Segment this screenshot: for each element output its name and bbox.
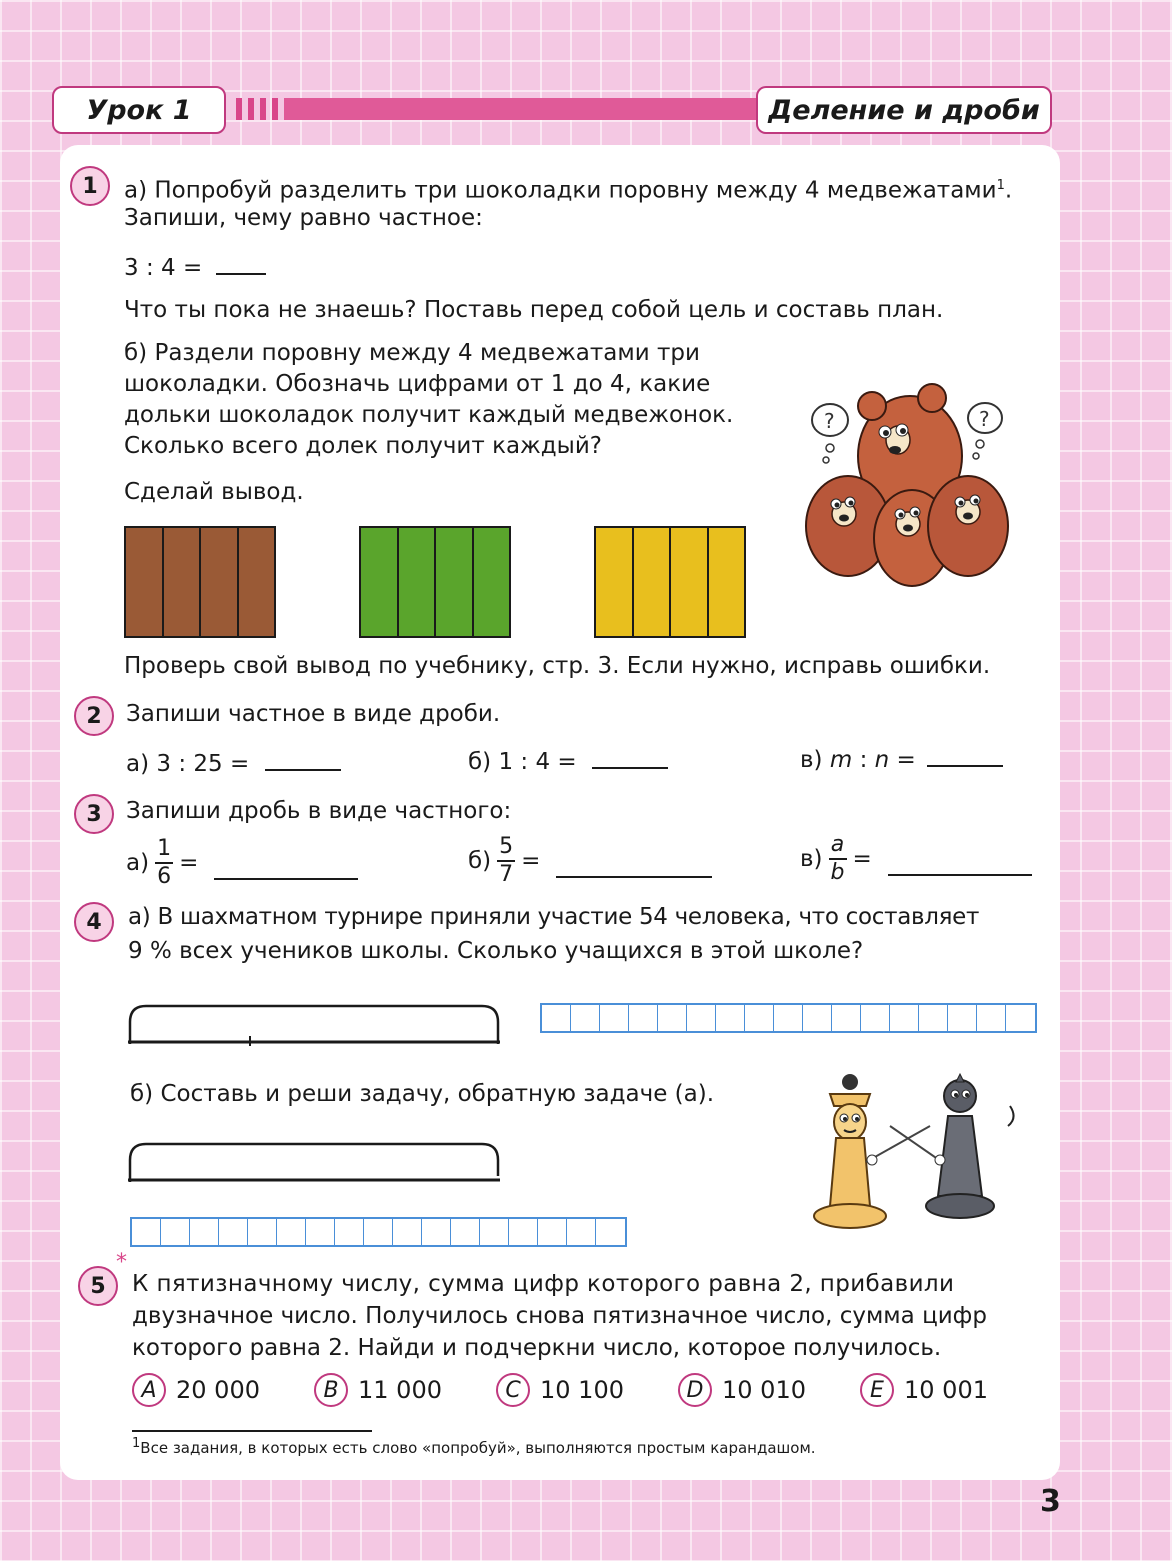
task2-title: Запиши частное в виде дроби. [126, 701, 501, 727]
chocolate-piece[interactable] [239, 528, 275, 636]
option-value-c: 10 100 [540, 1376, 624, 1404]
footnote-divider [132, 1430, 372, 1432]
task1-equation [124, 252, 266, 284]
task1-b-line4: Сколько всего долек получит каждый? [124, 433, 602, 459]
answer-blank[interactable] [216, 273, 266, 275]
footnote-mark: 1 [996, 178, 1005, 193]
cell[interactable] [422, 1219, 451, 1245]
task-number-2 [74, 696, 114, 736]
cell[interactable] [832, 1005, 861, 1031]
option-e[interactable] [860, 1373, 988, 1407]
task1-a-line2: Запиши, чему равно частное: [124, 205, 483, 231]
colon: : [859, 747, 868, 773]
cell[interactable] [596, 1219, 625, 1245]
cell[interactable] [567, 1219, 596, 1245]
task3-b [468, 836, 712, 886]
variable-m: m [829, 747, 853, 773]
numerator: a [830, 832, 845, 857]
task-number-text: 1 [82, 173, 98, 199]
task-number-3 [74, 794, 114, 834]
chocolate-piece[interactable] [164, 528, 202, 636]
cell[interactable] [248, 1219, 277, 1245]
task-number-1 [70, 166, 110, 206]
task-number-text: 5 [90, 1273, 106, 1299]
cell[interactable] [890, 1005, 919, 1031]
numerator: 5 [499, 834, 514, 859]
option-value-b: 11 000 [358, 1376, 442, 1404]
denominator: 7 [499, 862, 514, 887]
footnote-text: Все задания, в которых есть слово «попробуй», выполняются простым карандашом. [140, 1439, 816, 1457]
equals: = [896, 747, 916, 773]
task5-line3: которого равна 2. Найди и подчеркни число, которое получилось. [132, 1335, 942, 1361]
task-number-text: 3 [86, 801, 102, 827]
header-stripe [272, 98, 278, 120]
task3-c [800, 834, 1032, 884]
option-value-d: 10 010 [722, 1376, 806, 1404]
chocolate-piece[interactable] [436, 528, 474, 636]
chess-pieces-illustration [810, 1066, 1030, 1246]
cell[interactable] [745, 1005, 774, 1031]
task4-b-line: б) Составь и реши задачу, обратную задаче (а). [130, 1081, 715, 1107]
lesson-label-text: Урок 1 [86, 94, 192, 126]
cell[interactable] [542, 1005, 571, 1031]
header-stripe [236, 98, 242, 120]
variable-n: n [874, 747, 890, 773]
task3-b-label: б) [468, 848, 492, 874]
equation-text: 3 : 4 = [124, 255, 203, 281]
task2-c-prefix: в) [800, 747, 823, 773]
task-number-4 [74, 902, 114, 942]
answer-blank[interactable] [214, 878, 358, 880]
task3-a [126, 838, 358, 888]
chocolate-piece[interactable] [709, 528, 745, 636]
task1-b-line1: б) Раздели поровну между 4 медвежатами три [124, 340, 700, 366]
chocolate-piece[interactable] [634, 528, 672, 636]
chocolate-piece[interactable] [361, 528, 399, 636]
cell[interactable] [509, 1219, 538, 1245]
task2-c [800, 744, 1003, 776]
task5-line2: двузначное число. Получилось снова пятизначное число, сумма цифр [132, 1303, 987, 1329]
cell[interactable] [132, 1219, 161, 1245]
option-letter-d: D [678, 1373, 712, 1407]
denominator: 6 [157, 864, 172, 889]
option-a[interactable] [132, 1373, 260, 1407]
segment-diagram-a[interactable] [126, 998, 502, 1050]
answer-blank[interactable] [556, 876, 712, 878]
answer-cells-a[interactable] [540, 1003, 1037, 1033]
answer-blank[interactable] [592, 767, 668, 769]
option-letter-a: A [132, 1373, 166, 1407]
equals: = [521, 848, 541, 874]
task2-a [126, 748, 341, 780]
cell[interactable] [774, 1005, 803, 1031]
cell[interactable] [538, 1219, 567, 1245]
cell[interactable] [364, 1219, 393, 1245]
segment-diagram-b[interactable] [126, 1136, 502, 1188]
numerator: 1 [157, 836, 172, 861]
cell[interactable] [919, 1005, 948, 1031]
task3-a-label: а) [126, 850, 150, 876]
task4-a-line1: а) В шахматном турнире приняли участие 54 человека, что составляет [128, 904, 980, 930]
cell[interactable] [161, 1219, 190, 1245]
equals: = [852, 846, 872, 872]
cell[interactable] [1006, 1005, 1035, 1031]
fraction-a-b [829, 834, 847, 884]
bears-illustration [800, 376, 1015, 594]
chocolate-piece[interactable] [474, 528, 510, 636]
cell[interactable] [658, 1005, 687, 1031]
chocolate-bar-yellow[interactable] [594, 526, 746, 638]
cell[interactable] [861, 1005, 890, 1031]
denominator: b [830, 860, 845, 885]
header-fill [284, 98, 764, 120]
option-d[interactable] [678, 1373, 806, 1407]
cell[interactable] [451, 1219, 480, 1245]
cell[interactable] [480, 1219, 509, 1245]
chocolate-piece[interactable] [201, 528, 239, 636]
answer-blank[interactable] [265, 769, 341, 771]
answer-blank[interactable] [888, 874, 1032, 876]
task3-c-label: в) [800, 846, 823, 872]
page-number: 3 [1040, 1484, 1061, 1519]
chocolate-piece[interactable] [399, 528, 437, 636]
header-stripe [248, 98, 254, 120]
task1-b-line2: шоколадки. Обозначь цифрами от 1 до 4, какие [124, 371, 711, 397]
task5-line1: К пятизначному числу, сумма цифр которого равна 2, прибавили [132, 1271, 955, 1297]
question-mark: ? [824, 409, 835, 433]
task2-a-text: а) 3 : 25 = [126, 751, 250, 777]
task-number-5 [78, 1266, 118, 1306]
option-value-a: 20 000 [176, 1376, 260, 1404]
chocolate-piece[interactable] [671, 528, 709, 636]
option-letter-b: B [314, 1373, 348, 1407]
cell[interactable] [716, 1005, 745, 1031]
chocolate-piece[interactable] [596, 528, 634, 636]
task2-b [468, 746, 668, 778]
task-number-text: 2 [86, 703, 102, 729]
option-c[interactable] [496, 1373, 624, 1407]
cell[interactable] [687, 1005, 716, 1031]
option-letter-e: E [860, 1373, 894, 1407]
topic-label-text: Деление и дроби [768, 94, 1040, 126]
header-bar [236, 98, 764, 120]
cell[interactable] [629, 1005, 658, 1031]
cell[interactable] [803, 1005, 832, 1031]
cell[interactable] [600, 1005, 629, 1031]
chocolate-piece[interactable] [126, 528, 164, 636]
task3-title: Запиши дробь в виде частного: [126, 798, 512, 824]
chocolate-bar-brown[interactable] [124, 526, 276, 638]
equals: = [179, 850, 199, 876]
task4-a-line2: 9 % всех учеников школы. Сколько учащихся в этой школе? [128, 938, 864, 964]
option-letter-c: C [496, 1373, 530, 1407]
cell[interactable] [306, 1219, 335, 1245]
option-b[interactable] [314, 1373, 442, 1407]
cell[interactable] [393, 1219, 422, 1245]
task1-a-text: а) Попробуй разделить три шоколадки поровну между 4 медвежатами [124, 177, 997, 204]
answer-blank[interactable] [927, 765, 1003, 767]
cell[interactable] [219, 1219, 248, 1245]
option-value-e: 10 001 [904, 1376, 988, 1404]
fraction-1-6 [155, 838, 173, 888]
cell[interactable] [335, 1219, 364, 1245]
cell[interactable] [277, 1219, 306, 1245]
cell[interactable] [190, 1219, 219, 1245]
chocolate-bar-green[interactable] [359, 526, 511, 638]
task1-check: Проверь свой вывод по учебнику, стр. 3. Если нужно, исправь ошибки. [124, 653, 991, 679]
task1-conclusion: Сделай вывод. [124, 479, 304, 505]
question-mark: ? [979, 407, 990, 431]
lesson-label [52, 86, 226, 134]
cell[interactable] [948, 1005, 977, 1031]
footnote [132, 1436, 816, 1457]
challenge-star-icon: * [116, 1250, 127, 1275]
task1-goal: Что ты пока не знаешь? Поставь перед собой цель и составь план. [124, 297, 944, 323]
task-number-text: 4 [86, 909, 102, 935]
topic-label [756, 86, 1052, 134]
cell[interactable] [977, 1005, 1006, 1031]
task2-b-text: б) 1 : 4 = [468, 749, 577, 775]
header-stripe [260, 98, 266, 120]
fraction-5-7 [497, 836, 515, 886]
task1-b-line3: дольки шоколадок получит каждый медвежонок. [124, 402, 734, 428]
task1-a-end: . [1004, 177, 1013, 204]
cell[interactable] [571, 1005, 600, 1031]
answer-cells-b[interactable] [130, 1217, 627, 1247]
footnote-mark: 1 [132, 1436, 141, 1451]
